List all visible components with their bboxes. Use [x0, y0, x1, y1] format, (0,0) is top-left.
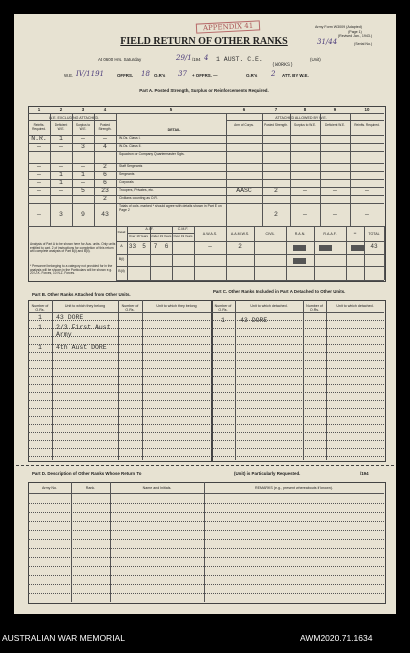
- row-detail: Totals of cols. marked * should agree with details shown in Part E on Page 2: [119, 204, 222, 213]
- grid-line: [28, 521, 384, 522]
- part-b-unit: 4th Aust DORE: [56, 344, 107, 351]
- analysis-header: A.I.F.: [145, 227, 154, 231]
- grid-line: [28, 548, 384, 549]
- unit-label: (Unit): [310, 57, 321, 62]
- grid-line: [72, 113, 73, 226]
- grid-line: [28, 113, 384, 114]
- analysis-header: R.A.A.F.: [323, 232, 337, 236]
- analysis-header: R.A.N.: [294, 232, 306, 236]
- grid-line: [50, 113, 51, 226]
- row-value: —: [103, 135, 107, 142]
- row-value: —: [81, 179, 85, 186]
- analysis-header: A.W.A.S.: [202, 232, 218, 236]
- part-c-title: Part C. Other Ranks Included in Part A Detached to Other Units.: [213, 289, 346, 294]
- part-c-header: Unit to which detached.: [250, 304, 288, 308]
- grid-line: [326, 300, 327, 460]
- row-attached-value: —: [333, 210, 337, 218]
- row-value: 43: [101, 210, 109, 218]
- row-value: —: [37, 171, 41, 178]
- year-value: 4: [204, 54, 209, 62]
- offrs2-label: + OFFRS. —: [192, 73, 218, 78]
- grid-line: [28, 448, 384, 449]
- grid-line: [118, 300, 119, 460]
- row-value: —: [59, 143, 63, 150]
- row-value: —: [37, 187, 41, 194]
- grid-line: [28, 179, 384, 180]
- column-number: 1: [37, 107, 41, 112]
- analysis-note-2: * Personnel belonging to a category not provided for in the analysis will be shown in the Particulars will be shown e.g. 20 U.K. Forces, 10 N.Z. Forces.: [30, 264, 113, 276]
- grid-line: [28, 416, 384, 417]
- form-title: FIELD RETURN OF OTHER RANKS: [120, 36, 288, 47]
- right-header: Surplus to W.E.: [294, 123, 316, 127]
- grid-line: [28, 368, 384, 369]
- right-header: Posted Strength.: [264, 123, 288, 127]
- grid-line: [28, 424, 384, 425]
- column-number: 8: [303, 107, 307, 112]
- part-c-frame: [211, 300, 386, 462]
- grid-line: [28, 352, 384, 353]
- part-b-unit: 2/3 First Aust Army: [56, 324, 111, 338]
- grid-line: [28, 432, 384, 433]
- grid-line: [290, 113, 291, 226]
- part-a-title: Part A. Posted Strength, Surplus or Reinforcements Required.: [139, 88, 269, 93]
- part-d-frame: [28, 482, 386, 604]
- grid-line: [28, 530, 384, 531]
- row-value: 1: [81, 171, 85, 178]
- att-label: ATT. BY W.E.: [282, 73, 309, 78]
- grid-line: [28, 143, 384, 144]
- form-sheet: [14, 14, 396, 614]
- part-b-header: Number of O.Rs.: [31, 304, 49, 313]
- analysis-row-label: B(ii): [118, 269, 125, 273]
- appendix-stamp: APPENDIX 41: [196, 20, 261, 33]
- row-value: 9: [81, 210, 85, 218]
- blocked-cell: [293, 258, 306, 264]
- aif-sub: Over 19 Years: [128, 234, 148, 238]
- detail-header: DETAIL: [167, 128, 181, 132]
- part-d-header: Rank.: [85, 486, 96, 490]
- grid-line: [52, 300, 53, 460]
- row-detail: W.Os. Class I.: [119, 136, 141, 140]
- analysis-a-value: —: [208, 243, 212, 250]
- row-detail: Civilians counting as O.R.: [119, 196, 158, 200]
- grid-line: [28, 400, 384, 401]
- analysis-header: A.A.M.W.S.: [230, 232, 250, 236]
- part-a-table: [28, 106, 386, 282]
- row-value: 1: [59, 171, 63, 178]
- row-detail: Staff Sergeants: [119, 164, 143, 168]
- grid-line: [28, 566, 384, 567]
- column-number: 9: [333, 107, 337, 112]
- blocked-cell: [351, 245, 364, 251]
- row-attached-value: 2: [274, 210, 278, 218]
- row-value: 1: [59, 179, 63, 186]
- analysis-a-value: 5: [142, 243, 146, 250]
- row-value: —: [37, 210, 41, 218]
- grid-line: [28, 557, 384, 558]
- column-number: 6: [242, 107, 246, 112]
- grid-line: [28, 195, 384, 196]
- aif-sub: Under 19 Years: [150, 234, 172, 238]
- unit-value: 1 AUST. C.E.: [216, 56, 263, 63]
- ors-value: 37: [178, 70, 187, 78]
- analysis-a-value: 43: [370, 243, 378, 250]
- blocked-cell: [319, 245, 332, 251]
- year-suffix: /194: [192, 57, 201, 62]
- row-value: 3: [81, 143, 85, 150]
- row-attached-value: —: [303, 187, 307, 194]
- grid-line: [116, 241, 384, 242]
- analysis-a-value: 6: [164, 243, 169, 250]
- grid-line: [28, 493, 384, 494]
- row-value: 3: [59, 210, 63, 218]
- part-d-title-prefix: Part D. Description of Other Ranks Whose Return To: [32, 471, 142, 476]
- column-number: 3: [81, 107, 85, 112]
- grid-line: [28, 203, 384, 204]
- part-d-header: Army No.: [42, 486, 57, 490]
- row-value: —: [37, 163, 41, 170]
- separator-line: [16, 465, 394, 466]
- row-value: 2: [103, 195, 107, 202]
- ors2-value: 2: [271, 70, 276, 78]
- left-header: Reinfts. Required.: [32, 123, 46, 132]
- part-b-num: 1: [38, 314, 42, 321]
- grid-line: [226, 120, 384, 121]
- footer-right: AWM2020.71.1634: [300, 633, 373, 643]
- at-line-prefix: At 0600 Hrs. Saturday: [98, 57, 142, 62]
- we-excluding-header: W.E. EXCLUDING ATTACHED.: [48, 116, 100, 120]
- row-detail: Sergeants: [119, 172, 135, 176]
- grid-line: [28, 593, 384, 594]
- row-value: 6: [103, 179, 107, 186]
- analysis-note: Analysis of Part A to be shown here for Aus. units. Only units entitled to cart. 2 of instructions for completion of this return will complete analysis of Part B(i) and B(ii).: [30, 242, 116, 254]
- part-d-header: Name and Initials.: [142, 486, 172, 490]
- part-d-title-suffix: /194: [360, 471, 369, 476]
- grid-line: [262, 113, 263, 226]
- grid-line: [28, 503, 384, 504]
- part-b-num: 1: [38, 324, 42, 331]
- offrs-value: 18: [141, 70, 150, 78]
- grid-line: [28, 456, 384, 457]
- grid-line: [116, 254, 384, 255]
- row-detail: Troopers, Privates, etc.: [119, 188, 154, 192]
- row-value: —: [37, 179, 41, 186]
- we-value: IV/1191: [76, 70, 104, 78]
- analysis-header: C.M.F.: [177, 227, 189, 231]
- date-day: 29/1: [176, 54, 192, 62]
- ors-label: O.R's: [154, 73, 166, 78]
- column-number: 4: [103, 107, 107, 112]
- grid-line: [28, 171, 384, 172]
- analysis-header: CIVIL: [265, 232, 275, 236]
- row-detail: Squadron or Company Quartermaster Sgts.: [119, 152, 185, 156]
- part-b-unit: 43 DORE: [56, 314, 84, 321]
- analysis-a-value: 33: [128, 243, 137, 250]
- row-attached-value: —: [333, 187, 337, 194]
- revised-label: (Revised Jan., 1943.): [337, 34, 373, 38]
- column-number: 7: [274, 107, 278, 112]
- row-value: —: [59, 163, 63, 170]
- row-detail: W.Os. Class II.: [119, 144, 142, 148]
- right-header: Reinfts. Required.: [354, 123, 380, 127]
- we-label: W.E.: [64, 73, 74, 78]
- grid-line: [28, 384, 384, 385]
- column-number: 10: [364, 107, 370, 112]
- part-b-header: Unit to which they belong: [156, 304, 197, 308]
- footer-left: AUSTRALIAN WAR MEMORIAL: [2, 633, 125, 643]
- page-label: (Page 1): [348, 30, 362, 34]
- grid-line: [28, 512, 384, 513]
- analysis-header: TOTAL: [368, 232, 380, 236]
- ors2-label: O.R's: [246, 73, 258, 78]
- serial-label: (Serial No.): [354, 42, 373, 46]
- row-value: —: [59, 187, 63, 194]
- grid-line: [350, 113, 351, 226]
- cmf-sub: Over 19 Years: [173, 234, 193, 238]
- grid-line: [94, 113, 95, 226]
- row-detail: Corporals: [119, 180, 134, 184]
- blocked-cell: [293, 245, 306, 251]
- grid-line: [320, 113, 321, 226]
- offrs-label: OFFRS.: [117, 73, 134, 78]
- army-form-label: Army Form W3009 (Adapted): [315, 25, 362, 29]
- part-b-title: Part B. Other Ranks Attached from Other Units.: [32, 292, 131, 297]
- analysis-row-label: A: [120, 244, 123, 248]
- grid-line: [28, 392, 384, 393]
- analysis-a-value: 2: [238, 243, 242, 250]
- row-value: —: [81, 163, 85, 170]
- left-header: Deficient W.E.: [54, 123, 68, 132]
- row-value: 5: [81, 187, 85, 194]
- column-number: 2: [59, 107, 63, 112]
- analysis-header: **: [353, 232, 357, 236]
- grid-line: [28, 575, 384, 576]
- row-attached-value: —: [365, 210, 369, 218]
- row-attached-value: —: [365, 187, 369, 194]
- row-value: 1: [59, 135, 63, 142]
- grid-line: [28, 135, 384, 136]
- part-c-header: Number of O.Rs.: [214, 304, 232, 313]
- grid-line: [28, 163, 384, 164]
- grid-line: [116, 280, 384, 281]
- row-value: —: [81, 135, 85, 142]
- right-header: Deficient W.E.: [324, 123, 346, 127]
- unit-sub: (WORKS): [272, 62, 294, 68]
- part-b-header: Number of O.Rs.: [121, 304, 139, 313]
- analysis-a-value: 7: [153, 243, 158, 250]
- row-value: 6: [103, 171, 107, 178]
- row-value: 23: [101, 187, 109, 194]
- part-d-header: REMARKS (e.g., present whereabouts if known).: [255, 486, 333, 490]
- grid-line: [116, 266, 384, 267]
- grid-line: [28, 151, 384, 152]
- part-b-num: 1: [38, 344, 42, 351]
- grid-line: [28, 360, 384, 361]
- part-c-header: Number of O.Rs.: [306, 304, 323, 313]
- row-value: N.R.: [31, 135, 47, 142]
- grid-line: [116, 113, 117, 226]
- grid-line: [142, 300, 143, 460]
- grid-line: [384, 226, 385, 280]
- left-header: Surplus to W.E.: [75, 123, 91, 132]
- row-arm: AASC: [236, 187, 252, 194]
- part-c-num: 1: [221, 317, 225, 324]
- row-attached-value: 2: [274, 187, 278, 194]
- grid-line: [28, 408, 384, 409]
- attached-allowed-header: ATTACHED ALLOWED BY W.E.: [275, 116, 327, 120]
- row-value: 4: [103, 143, 107, 150]
- part-c-unit: 43 DORE: [240, 317, 268, 324]
- grid-line: [235, 300, 236, 460]
- grid-line: [28, 584, 384, 585]
- row-value: 2: [103, 163, 107, 170]
- analysis-row-label: B(i): [118, 257, 125, 261]
- grid-line: [28, 376, 384, 377]
- left-header: Posted Strength.: [98, 123, 112, 132]
- row-attached-value: —: [303, 210, 307, 218]
- grid-line: [226, 113, 227, 226]
- grid-line: [28, 440, 384, 441]
- part-c-header: Unit to which detached.: [336, 304, 374, 308]
- column-number: 5: [169, 107, 173, 112]
- grid-line: [303, 300, 304, 460]
- serial-value: 31/44: [317, 38, 338, 46]
- part-d-title-mid: (Unit) is Particularly Requested.: [234, 471, 301, 476]
- right-header: Arm of Corps.: [234, 123, 254, 127]
- part-b-header: Unit to which they belong: [64, 304, 106, 308]
- grid-line: [28, 187, 384, 188]
- grid-line: [28, 539, 384, 540]
- analysis-header: Detail: [117, 230, 126, 234]
- row-value: —: [37, 143, 41, 150]
- grid-line: [28, 312, 384, 313]
